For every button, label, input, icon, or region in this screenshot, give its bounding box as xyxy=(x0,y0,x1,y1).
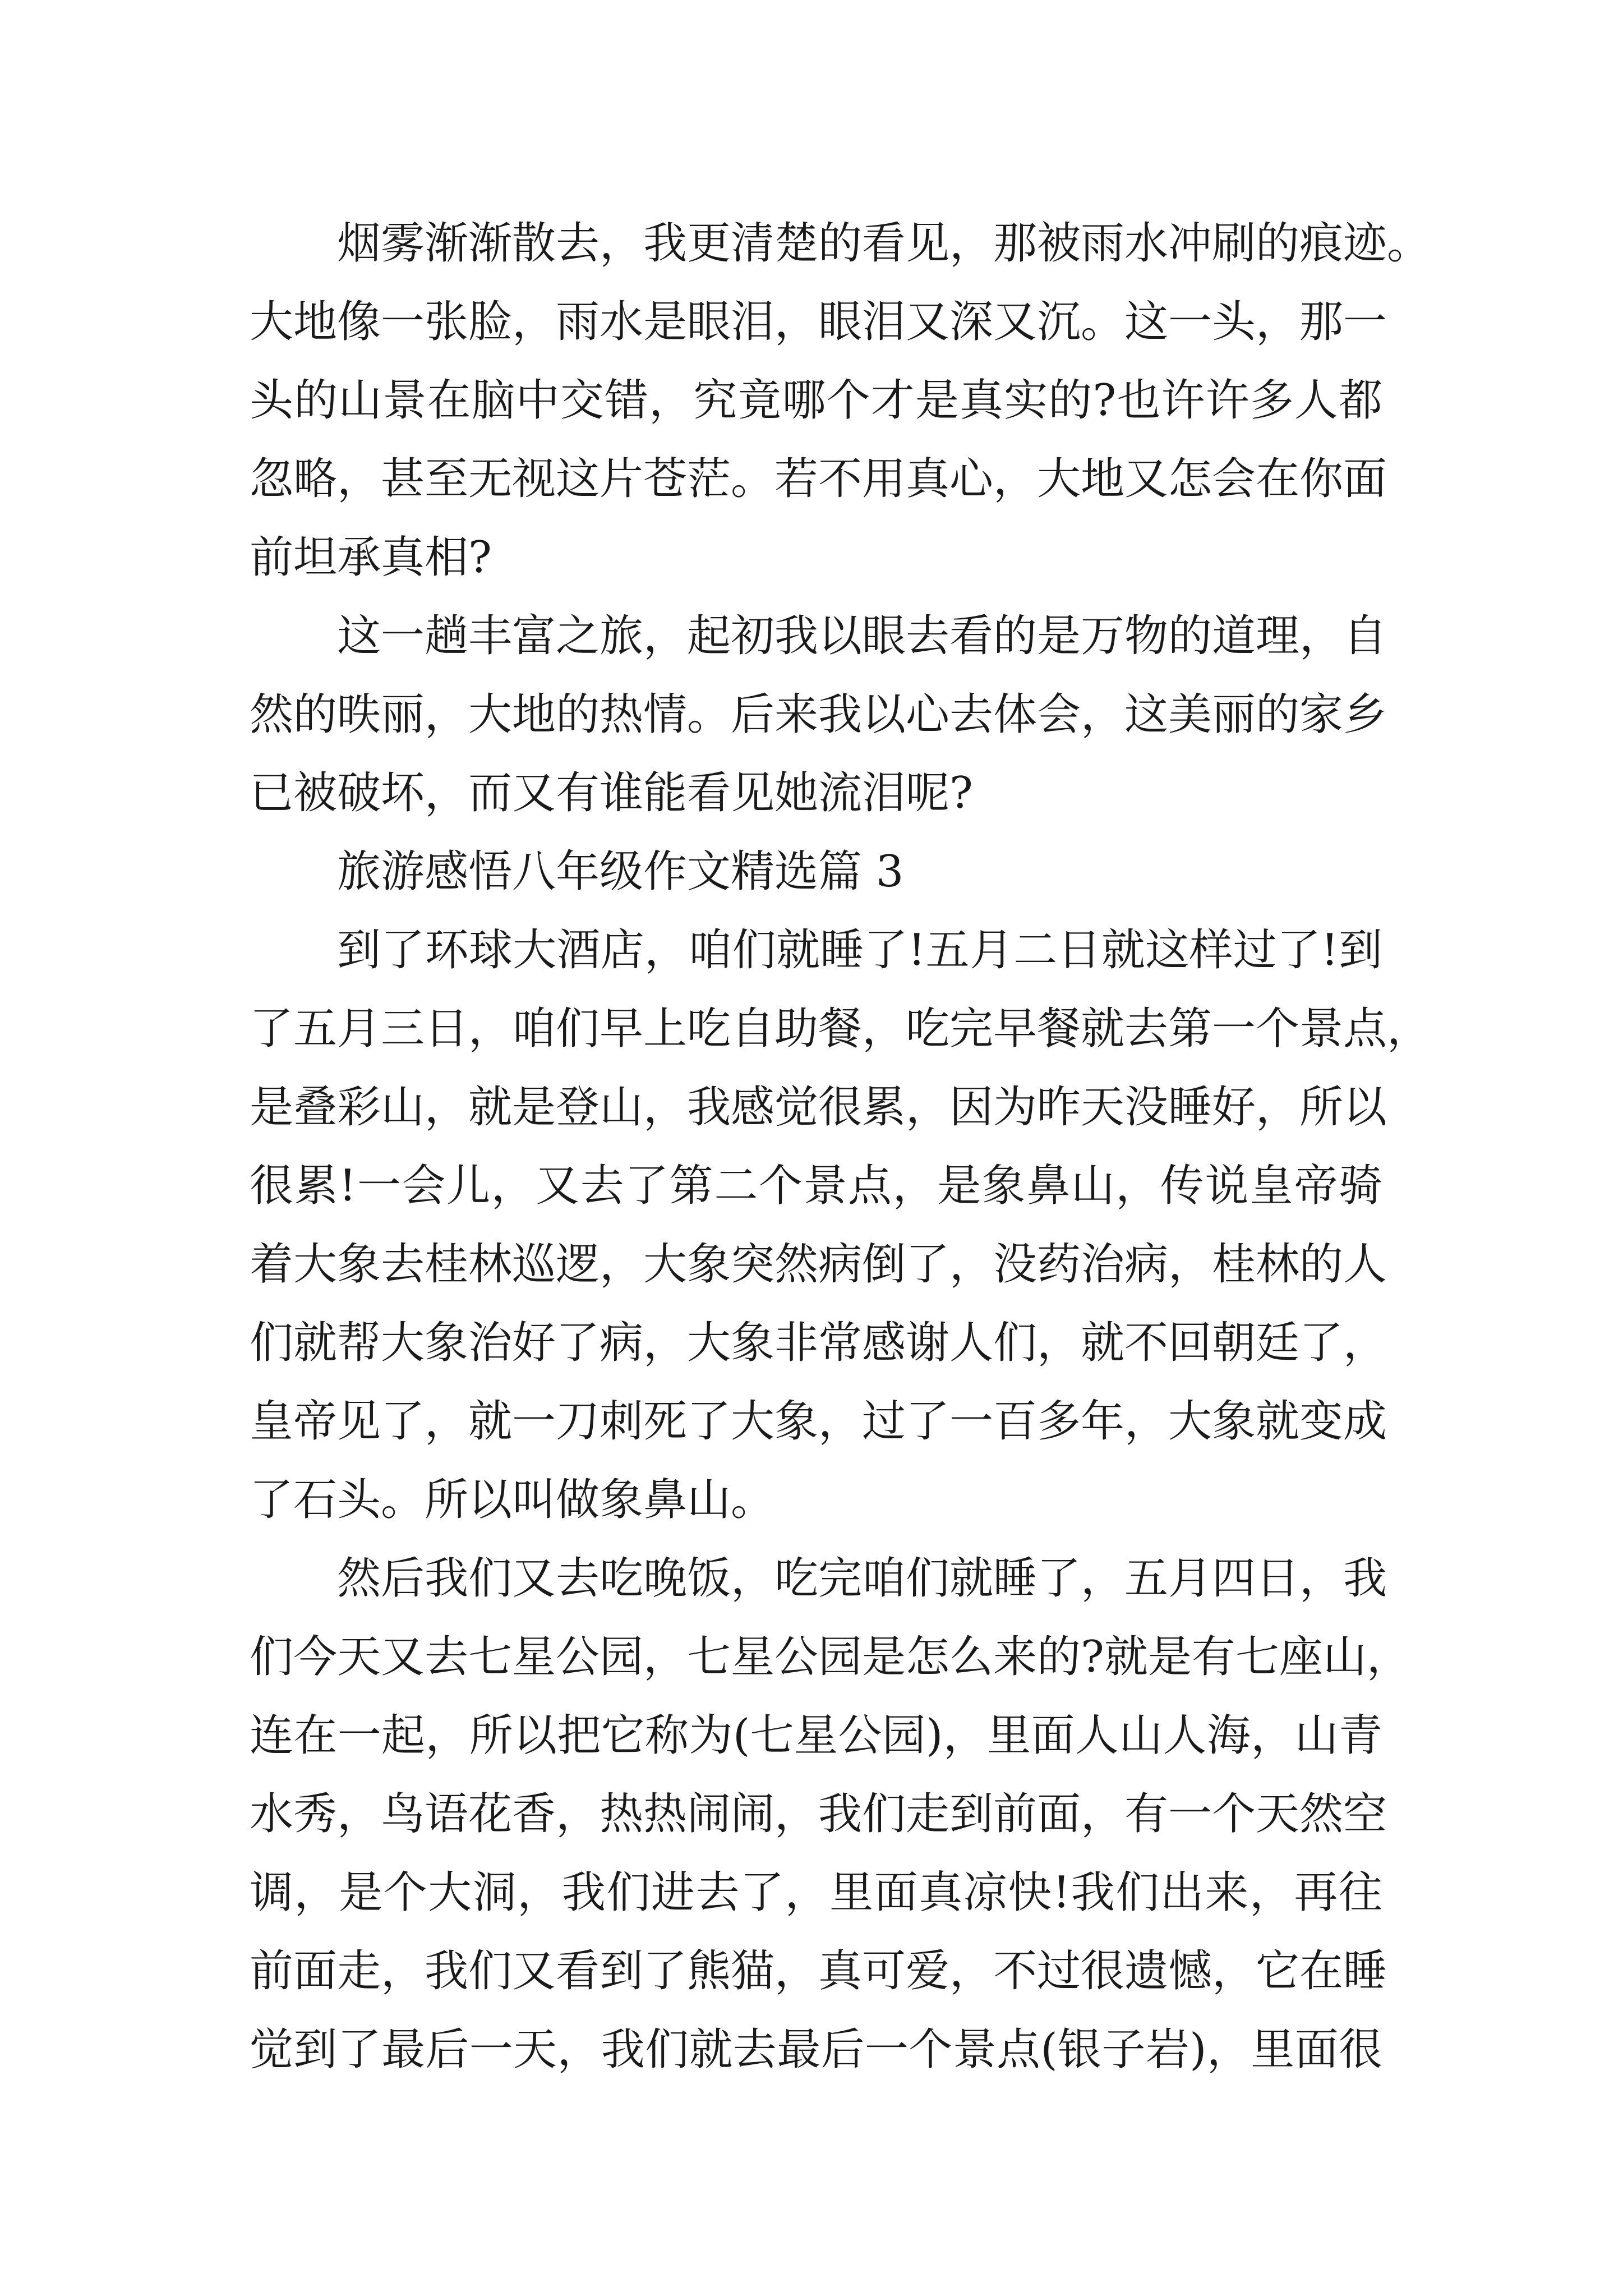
text-line: 已被破坏，而又有谁能看见她流泪呢? xyxy=(250,768,973,818)
text-line: 烟雾渐渐散去，我更清楚的看见，那被雨水冲刷的痕迹。 xyxy=(337,218,1431,269)
text-line: 很累!一会儿，又去了第二个景点，是象鼻山，传说皇帝骑 xyxy=(250,1161,1382,1211)
paragraph-3 xyxy=(250,911,1431,1539)
text-line: 到了环球大酒店，咱们就睡了!五月二日就这样过了!到 xyxy=(337,925,1382,976)
text-line: 是叠彩山，就是登山，我感觉很累，因为昨天没睡好，所以 xyxy=(250,1082,1387,1133)
text-line: 前坦承真相? xyxy=(250,532,492,583)
text-line: 们今天又去七星公园，七星公园是怎么来的?就是有七座山， xyxy=(250,1632,1410,1682)
paragraph-1 xyxy=(250,204,1431,597)
text-line: 着大象去桂林巡逻，大象突然病倒了，没药治病，桂林的人 xyxy=(250,1239,1387,1290)
text-line: 头的山景在脑中交错，究竟哪个才是真实的?也许许多人都 xyxy=(250,375,1382,426)
text-line: 前面走，我们又看到了熊猫，真可爱，不过很遗憾，它在睡 xyxy=(250,1946,1387,1996)
text-line: 皇帝见了，就一刀刺死了大象，过了一百多年，大象就变成 xyxy=(250,1396,1387,1447)
paragraph-4 xyxy=(250,1539,1410,2089)
text-line: 大地像一张脸，雨水是眼泪，眼泪又深又沉。这一头，那一 xyxy=(250,297,1387,347)
paragraph-2 xyxy=(250,597,1387,832)
text-line: 了五月三日，咱们早上吃自助餐，吃完早餐就去第一个景点， xyxy=(250,1004,1431,1054)
text-line: 了石头。所以叫做象鼻山。 xyxy=(250,1475,775,1525)
text-line: 然后我们又去吃晚饭，吃完咱们就睡了，五月四日，我 xyxy=(337,1553,1387,1604)
text-line: 然的昳丽，大地的热情。后来我以心去体会，这美丽的家乡 xyxy=(250,689,1387,740)
text-line: 调，是个大洞，我们进去了，里面真凉快!我们出来，再往 xyxy=(250,1867,1382,1918)
text-line: 连在一起，所以把它称为(七星公园)，里面人山人海，山青 xyxy=(250,1710,1382,1761)
text-line: 忽略，甚至无视这片苍茫。若不用真心，大地又怎会在你面 xyxy=(250,454,1387,504)
text-line: 水秀，鸟语花香，热热闹闹，我们走到前面，有一个天然空 xyxy=(250,1789,1387,1839)
article-body xyxy=(250,204,1431,2089)
text-line: 们就帮大象治好了病，大象非常感谢人们，就不回朝廷了， xyxy=(250,1318,1387,1368)
text-line: 觉到了最后一天，我们就去最后一个景点(银子岩)，里面很 xyxy=(250,2024,1382,2075)
heading-text: 旅游感悟八年级作文精选篇 3 xyxy=(337,846,904,897)
text-line: 这一趟丰富之旅，起初我以眼去看的是万物的道理，自 xyxy=(337,611,1387,661)
section-heading xyxy=(250,832,1382,911)
